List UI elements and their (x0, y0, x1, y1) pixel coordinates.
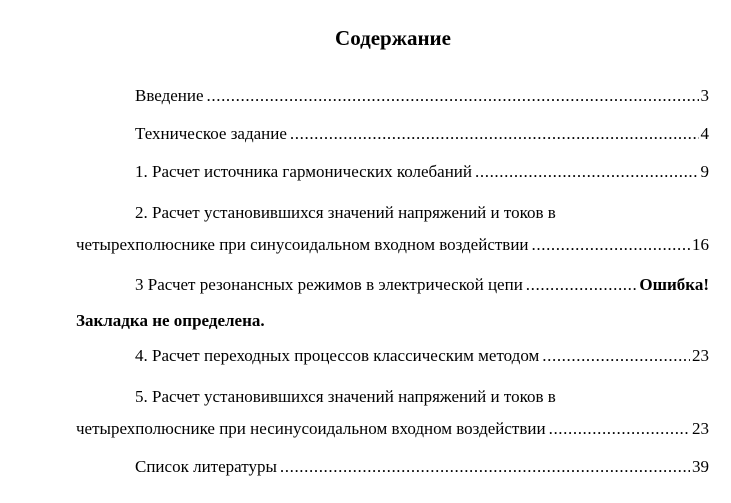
toc-entry-label: 3 Расчет резонансных режимов в электрической цепи (135, 275, 523, 294)
toc-page-number: 4 (700, 124, 709, 143)
toc-entry-label: 4. Расчет переходных процессов классическим методом (135, 346, 540, 365)
toc-entry-section-1[interactable] (135, 161, 709, 183)
bookmark-error-text: Ошибка! (639, 275, 709, 294)
toc-entry-label: Введение (135, 86, 204, 105)
toc-page-number: 23 (692, 346, 709, 365)
toc-entry-label: четырехполюснике при несинусоидальном входном воздействии (76, 419, 546, 438)
toc-entry-section-3[interactable] (135, 274, 709, 296)
toc-leader-dots (549, 418, 690, 440)
toc-page-number: 39 (692, 457, 709, 476)
toc-leader-dots (475, 161, 698, 183)
toc-entry-label: Список литературы (135, 457, 277, 476)
toc-page-number: 23 (692, 419, 709, 438)
toc-title: Содержание (335, 26, 451, 50)
toc-leader-dots (526, 274, 638, 296)
toc-entry-section-5[interactable] (76, 418, 709, 440)
toc-leader-dots (280, 456, 690, 478)
toc-entry-section-5-line1[interactable]: 5. Расчет установившихся значений напряжений и токов в (135, 387, 556, 406)
toc-entry-section-2[interactable] (76, 234, 709, 256)
bookmark-error-text-continued: Закладка не определена. (76, 311, 265, 330)
toc-entry-section-4[interactable] (135, 345, 709, 367)
toc-page-number: 9 (700, 162, 709, 181)
toc-entry-section-2-line1[interactable]: 2. Расчет установившихся значений напряжений и токов в (135, 203, 556, 222)
toc-entry-references[interactable] (135, 456, 709, 478)
toc-leader-dots (207, 85, 699, 107)
toc-leader-dots (290, 123, 699, 145)
toc-entry-label: четырехполюснике при синусоидальном входном воздействии (76, 235, 529, 254)
toc-entry-label: Техническое задание (135, 124, 287, 143)
toc-leader-dots (532, 234, 690, 256)
toc-entry-label: 1. Расчет источника гармонических колебаний (135, 162, 473, 181)
toc-page-number: 3 (700, 86, 709, 105)
toc-leader-dots (542, 345, 690, 367)
toc-page-number: 16 (692, 235, 709, 254)
toc-entry-technical-task[interactable] (135, 123, 709, 145)
toc-entry-introduction[interactable] (135, 85, 709, 107)
